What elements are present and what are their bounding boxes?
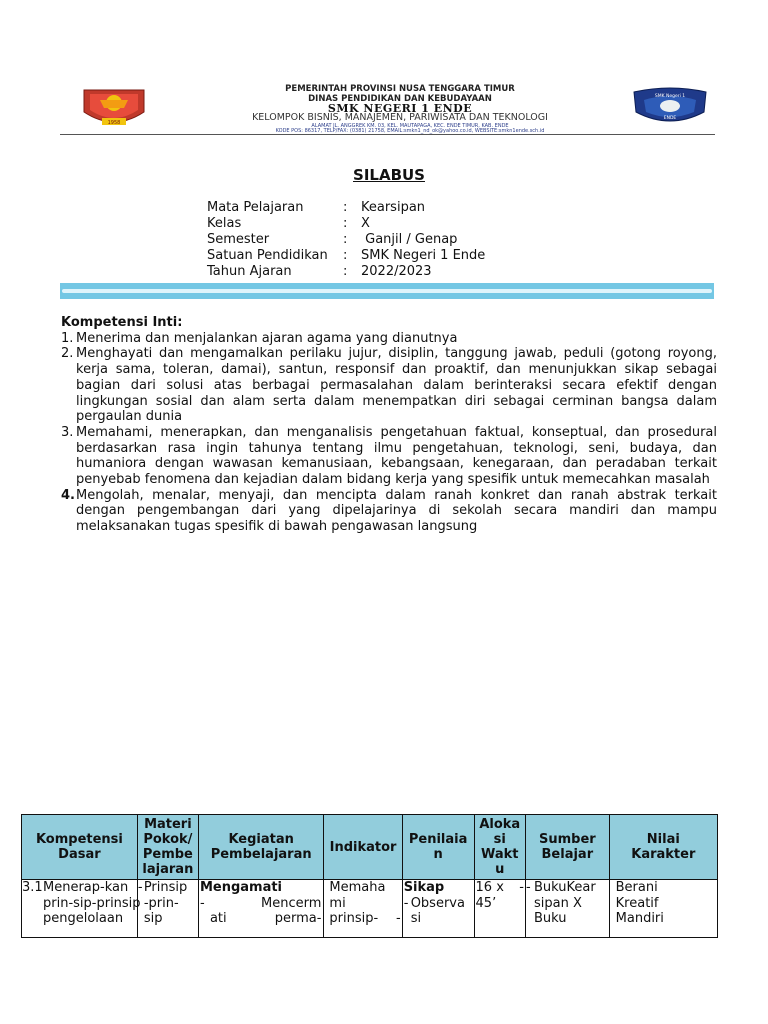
letterhead-line-2: DINAS PENDIDIKAN DAN KEBUDAYAAN bbox=[308, 94, 492, 104]
kompetensi-inti-heading: Kompetensi Inti: bbox=[61, 315, 183, 330]
identity-value: SMK Negeri 1 Ende bbox=[361, 248, 486, 263]
identity-colon: : bbox=[343, 264, 348, 279]
cell-text: - bbox=[519, 880, 524, 895]
cell-text: mi bbox=[329, 895, 346, 911]
identity-label: Semester bbox=[207, 232, 270, 247]
cell-text: 16 x bbox=[475, 880, 504, 895]
header-text-line: Aloka bbox=[479, 817, 521, 832]
list-item-text: Menghayati dan mengamalkan perilaku jujur, disiplin, tanggung jawab, peduli (gotong royong, kerja sama, toleran, damai), santun, responsif dan proaktif, dan menunjukkan sikap sebagai bagian dari solusi atas berbagai permasalahan dalam berinteraksi secara efektif dengan lingkungan sosial dan alam serta dalam menempatkan diri sebagai cerminan bangsa dalam pergaulan dunia bbox=[76, 346, 717, 425]
list-item bbox=[61, 425, 717, 488]
identity-value: X bbox=[361, 216, 370, 231]
header-text-line: lajaran bbox=[142, 862, 194, 877]
cell-kompetensi-dasar bbox=[22, 880, 141, 938]
cell-text: prinsip- bbox=[329, 911, 379, 926]
cell-text: Berani bbox=[615, 880, 658, 895]
header-text-line: Kegiatan bbox=[228, 832, 294, 847]
header-text-line: u bbox=[495, 862, 505, 877]
divider-highlight bbox=[62, 289, 712, 293]
cell-text: Sikap bbox=[403, 880, 445, 895]
identity-label: Mata Pelajaran bbox=[207, 200, 304, 215]
identity-row bbox=[207, 200, 561, 216]
cell-text: sip bbox=[143, 911, 163, 926]
cell-text: 45’ bbox=[475, 895, 497, 911]
header-materi-pokok bbox=[137, 815, 198, 880]
list-item-number: 2. bbox=[61, 346, 74, 362]
cell-sumber-belajar bbox=[526, 880, 610, 938]
cell-text: 3.1 bbox=[22, 880, 43, 895]
letterhead-address: ALAMAT JL. ANGGREK KM. 03, KEL. MAUTAPAGA, KEC. ENDE TIMUR, KAB. ENDE bbox=[311, 123, 509, 129]
header-text-line: Penilaia bbox=[408, 832, 468, 847]
page-title: SILABUS bbox=[353, 166, 425, 184]
header-text-line: Dasar bbox=[58, 847, 101, 862]
logo-left-year: 1958 bbox=[107, 120, 121, 126]
cell-text: BukuKear bbox=[534, 880, 596, 895]
header-indikator bbox=[324, 815, 402, 880]
cell-text: perma- bbox=[274, 911, 322, 926]
cell-text: ati bbox=[209, 911, 227, 926]
header-kegiatan-pembelajaran bbox=[198, 815, 323, 880]
header-kompetensi-dasar bbox=[22, 815, 138, 880]
cell-text: - bbox=[395, 911, 401, 926]
cell-text: - bbox=[199, 895, 205, 911]
list-item-number: 3. bbox=[61, 424, 74, 440]
cell-text: Prinsip bbox=[143, 880, 188, 895]
identity-row bbox=[207, 232, 561, 248]
logo-right-bottom: ENDE bbox=[663, 116, 677, 121]
cell-text: Mencerm bbox=[261, 895, 322, 911]
letterhead-line-1: PEMERINTAH PROVINSI NUSA TENGGARA TIMUR bbox=[285, 84, 515, 94]
cell-text: Mandiri bbox=[615, 911, 664, 926]
cell-penilaian bbox=[402, 880, 474, 938]
header-text-line: n bbox=[433, 847, 443, 862]
cell-text: Memaha bbox=[329, 880, 386, 895]
list-item-text: Memahami, menerapkan, dan menganalisis pengetahuan faktual, konseptual, dan prosedural berdasarkan rasa ingin tahunya tentang ilmu pengetahuan, teknologi, seni, budaya, dan humaniora dengan wawasan kemanusiaan, kebangsaan, kenegaraan, dan peradaban terkait penyebab fenomena dan kejadian dalam bidang kerja yang spesifik untuk memecahkan masalah bbox=[76, 424, 717, 488]
identity-colon: : bbox=[343, 200, 348, 215]
identity-colon: : bbox=[343, 216, 348, 231]
letterhead-contact: KODE POS: 86317, TELP/FAX: (0381) 21758, EMAIL:smkn1_nd_ok@yahoo.co.id, WEBSITE:smkn1ende.sch.id bbox=[275, 128, 545, 134]
syllabus-table bbox=[21, 814, 718, 938]
decorative-divider-bar bbox=[60, 283, 714, 299]
cell-text: Kreatif bbox=[615, 895, 659, 911]
letterhead-rule bbox=[60, 134, 715, 135]
cell-text: - bbox=[137, 880, 143, 895]
header-text-line: Nilai bbox=[646, 832, 680, 847]
header-text-line: Kompetensi bbox=[35, 832, 123, 847]
cell-text: pengelolaan bbox=[43, 911, 124, 926]
cell-text: prin-sip-prinsip bbox=[43, 895, 141, 911]
kompetensi-inti-section bbox=[61, 315, 717, 535]
list-item bbox=[61, 346, 717, 425]
list-item-number: 4. bbox=[61, 487, 75, 503]
cell-text: sipan X bbox=[534, 895, 582, 911]
letterhead bbox=[60, 82, 715, 134]
identity-value: 2022/2023 bbox=[361, 264, 432, 279]
header-text-line: Pokok/ bbox=[143, 832, 193, 847]
identity-block bbox=[207, 200, 561, 280]
cell-text: Mengamati bbox=[199, 880, 283, 895]
header-penilaian bbox=[402, 815, 474, 880]
cell-text: si bbox=[410, 911, 422, 926]
list-item bbox=[61, 488, 717, 535]
letterhead-school-name: SMK NEGERI 1 ENDE bbox=[327, 102, 473, 115]
header-text-line: Sumber bbox=[538, 832, 596, 847]
identity-colon: : bbox=[343, 232, 348, 247]
list-item-text: Mengolah, menalar, menyaji, dan mencipta dalam ranah konkret dan ranah abstrak terkait dengan pengembangan dari yang dipelajarinya di sekolah secara mandiri dan mampu melaksanakan tugas spesifik di bawah pengawasan langsung bbox=[76, 487, 717, 535]
cell-text: Menerap-kan bbox=[43, 880, 129, 895]
cell-indikator bbox=[324, 880, 402, 938]
list-item bbox=[61, 331, 717, 347]
identity-label: Satuan Pendidikan bbox=[207, 248, 328, 263]
identity-row bbox=[207, 216, 561, 232]
cell-nilai-karakter bbox=[609, 880, 717, 938]
province-crest-logo bbox=[80, 86, 148, 130]
header-text-line: Indikator bbox=[329, 839, 397, 855]
identity-row bbox=[207, 264, 561, 280]
list-item-number: 1. bbox=[61, 330, 74, 346]
header-sumber-belajar bbox=[526, 815, 610, 880]
header-text-line: si bbox=[493, 832, 506, 847]
letterhead-line-4: KELOMPOK BISNIS, MANAJEMEN, PARIWISATA DAN TEKNOLOGI bbox=[252, 112, 548, 123]
header-text-line: Wakt bbox=[481, 847, 519, 862]
identity-row bbox=[207, 248, 561, 264]
identity-label: Kelas bbox=[207, 216, 242, 231]
table-row bbox=[22, 880, 718, 938]
table-header-row bbox=[22, 815, 718, 880]
cell-alokasi-waktu bbox=[474, 880, 525, 938]
cell-text: - bbox=[526, 880, 531, 895]
identity-label: Tahun Ajaran bbox=[207, 264, 292, 279]
header-text-line: Karakter bbox=[631, 847, 696, 862]
cell-text: Observa bbox=[410, 895, 465, 911]
cell-text: - bbox=[403, 895, 409, 911]
header-nilai-karakter bbox=[609, 815, 717, 880]
header-text-line: Materi bbox=[144, 817, 192, 832]
cell-text: -prin- bbox=[143, 895, 179, 911]
cell-materi-pokok bbox=[137, 880, 198, 938]
school-badge-logo bbox=[630, 86, 710, 126]
header-text-line: Belajar bbox=[541, 847, 594, 862]
identity-value: Kearsipan bbox=[361, 200, 426, 215]
header-alokasi-waktu bbox=[474, 815, 525, 880]
cell-kegiatan-pembelajaran bbox=[198, 880, 323, 938]
cell-text: Buku bbox=[534, 911, 567, 926]
header-text-line: Pembe bbox=[142, 847, 193, 862]
header-text-line: Pembelajaran bbox=[210, 847, 312, 862]
identity-colon: : bbox=[343, 248, 348, 263]
logo-right-text: SMK Negeri 1 bbox=[654, 94, 686, 99]
identity-value: Ganjil / Genap bbox=[361, 232, 458, 247]
list-item-text: Menerima dan menjalankan ajaran agama yang dianutnya bbox=[76, 330, 458, 346]
